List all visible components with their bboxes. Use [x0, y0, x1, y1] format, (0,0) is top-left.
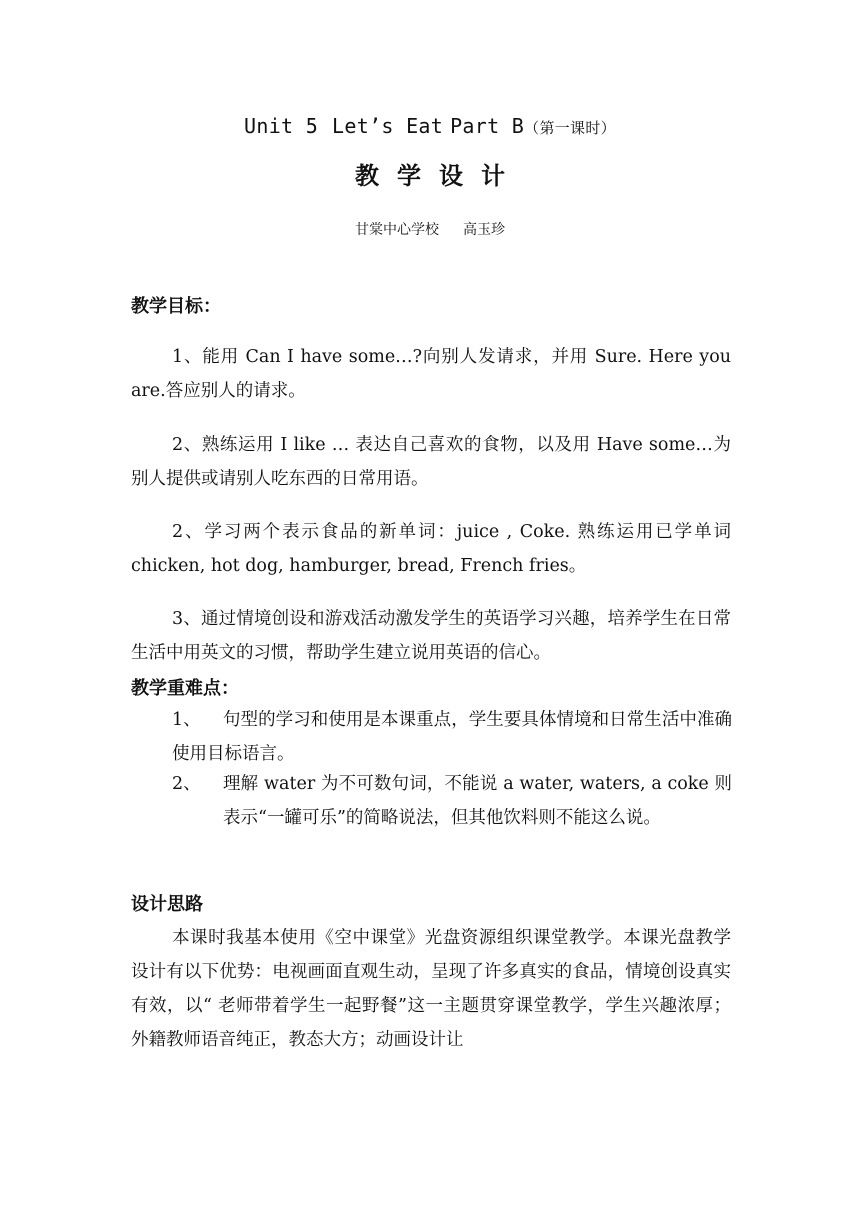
title-note: （第一课时）: [524, 119, 616, 137]
teacher-name: 高玉珍: [463, 222, 505, 238]
objective-item-1: 1、能用 Can I have some…?向别人发请求，并用 Sure. Here you are.答应别人的请求。: [131, 347, 731, 401]
document-title: [0, 114, 860, 138]
key-point-number: 2、: [172, 774, 201, 794]
document-subtitle: 教学设计: [355, 161, 523, 190]
title-lets-eat: Let’s Eat: [332, 114, 444, 138]
title-part: Part B: [450, 114, 525, 138]
key-points-heading: 教学重难点：: [131, 678, 239, 699]
objectives-heading: 教学目标：: [131, 296, 221, 317]
key-point-text: 句型的学习和使用是本课重点，学生要具体情境和日常生活中准确使用目标语言。: [172, 710, 732, 764]
key-point-item-1: [172, 703, 732, 771]
title-unit: Unit 5: [244, 114, 319, 138]
author-line: [0, 219, 860, 239]
objective-item-4: 3、通过情境创设和游戏活动激发学生的英语学习兴趣，培养学生在日常生活中用英文的习惯，帮助学生建立说用英语的信心。: [131, 609, 731, 663]
key-point-item-2: [172, 767, 732, 835]
objective-item-3: 2、学习两个表示食品的新单词：juice , Coke. 熟练运用已学单词 chicken, hot dog, hamburger, bread, French fries。: [131, 522, 731, 576]
school-name: 甘棠中心学校: [355, 222, 439, 238]
key-point-text: 理解 water 为不可数句词，不能说 a water, waters, a coke 则表示“一罐可乐”的简略说法，但其他饮料则不能这么说。: [223, 774, 732, 828]
design-heading: 设计思路: [131, 894, 203, 915]
key-point-number: 1、: [172, 710, 201, 730]
design-paragraph: 本课时我基本使用《空中课堂》光盘资源组织课堂教学。本课光盘教学设计有以下优势：电视画面直观生动，呈现了许多真实的食品，情境创设真实有效，以“ 老师带着学生一起野餐”这一主题贯穿课堂教学，学生兴趣浓厚；外籍教师语音纯正，教态大方；动画设计让: [131, 928, 731, 1050]
objective-item-2: 2、熟练运用 I like … 表达自己喜欢的食物，以及用 Have some…为别人提供或请别人吃东西的日常用语。: [131, 435, 731, 489]
